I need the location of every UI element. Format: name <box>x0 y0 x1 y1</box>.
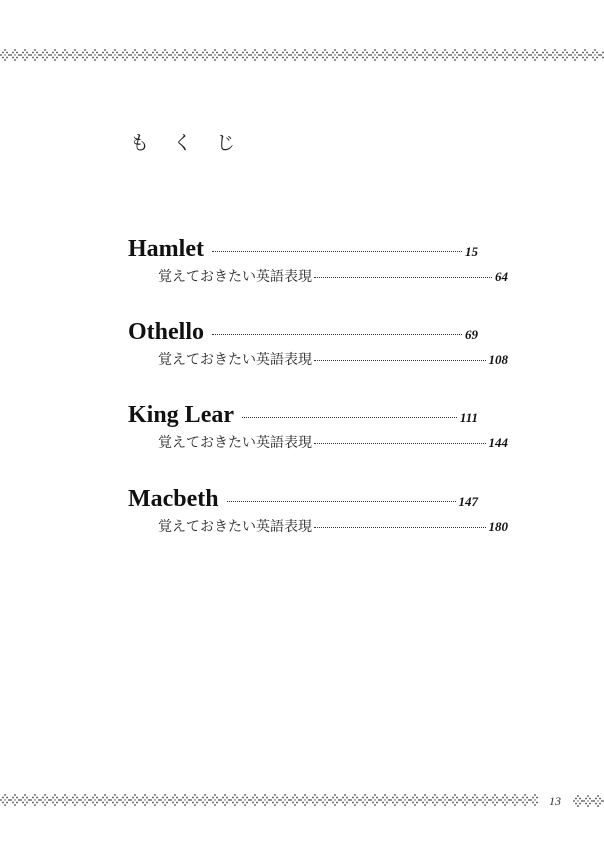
entry-page-number: 147 <box>458 494 478 509</box>
subentry-page-number: 180 <box>488 519 508 534</box>
entry-page-number: 15 <box>465 244 478 259</box>
entry-title: King Lear <box>128 402 234 428</box>
dot-leader <box>227 501 456 502</box>
entry-page-number: 69 <box>465 327 478 342</box>
dot-leader <box>212 251 462 252</box>
subentry-label: 覚えておきたい英語表現 <box>158 352 312 368</box>
subentry-label: 覚えておきたい英語表現 <box>158 269 312 285</box>
subentry-page-number: 144 <box>488 435 508 450</box>
entry-title: Othello <box>128 319 204 345</box>
page-title: も く じ <box>130 132 245 154</box>
dot-leader <box>242 417 457 418</box>
bottom-decorative-border-icon <box>0 793 538 807</box>
footer-page-number: 13 <box>549 794 561 808</box>
subentry-label: 覚えておきたい英語表現 <box>158 519 312 535</box>
entry-page-number: 111 <box>459 410 478 425</box>
dot-leader <box>314 277 492 278</box>
toc-subentry[interactable] <box>128 266 508 286</box>
top-decorative-border-icon <box>0 48 604 62</box>
entry-title: Macbeth <box>128 486 219 512</box>
toc-entry-macbeth[interactable] <box>128 486 508 536</box>
toc-entry-othello[interactable] <box>128 319 508 369</box>
toc-entry-hamlet[interactable] <box>128 236 508 286</box>
dot-leader <box>314 527 486 528</box>
toc-entry-king-lear[interactable] <box>128 402 508 452</box>
subentry-page-number: 108 <box>488 352 508 367</box>
subentry-label: 覚えておきたい英語表現 <box>158 435 312 451</box>
dot-leader <box>314 443 486 444</box>
toc-subentry[interactable] <box>128 516 508 536</box>
dot-leader <box>314 360 486 361</box>
footer-decorative-border-icon <box>573 794 604 808</box>
toc-subentry[interactable] <box>128 349 508 369</box>
entry-title: Hamlet <box>128 236 204 262</box>
dot-leader <box>212 334 462 335</box>
toc-subentry[interactable] <box>128 432 508 452</box>
subentry-page-number: 64 <box>495 269 508 284</box>
